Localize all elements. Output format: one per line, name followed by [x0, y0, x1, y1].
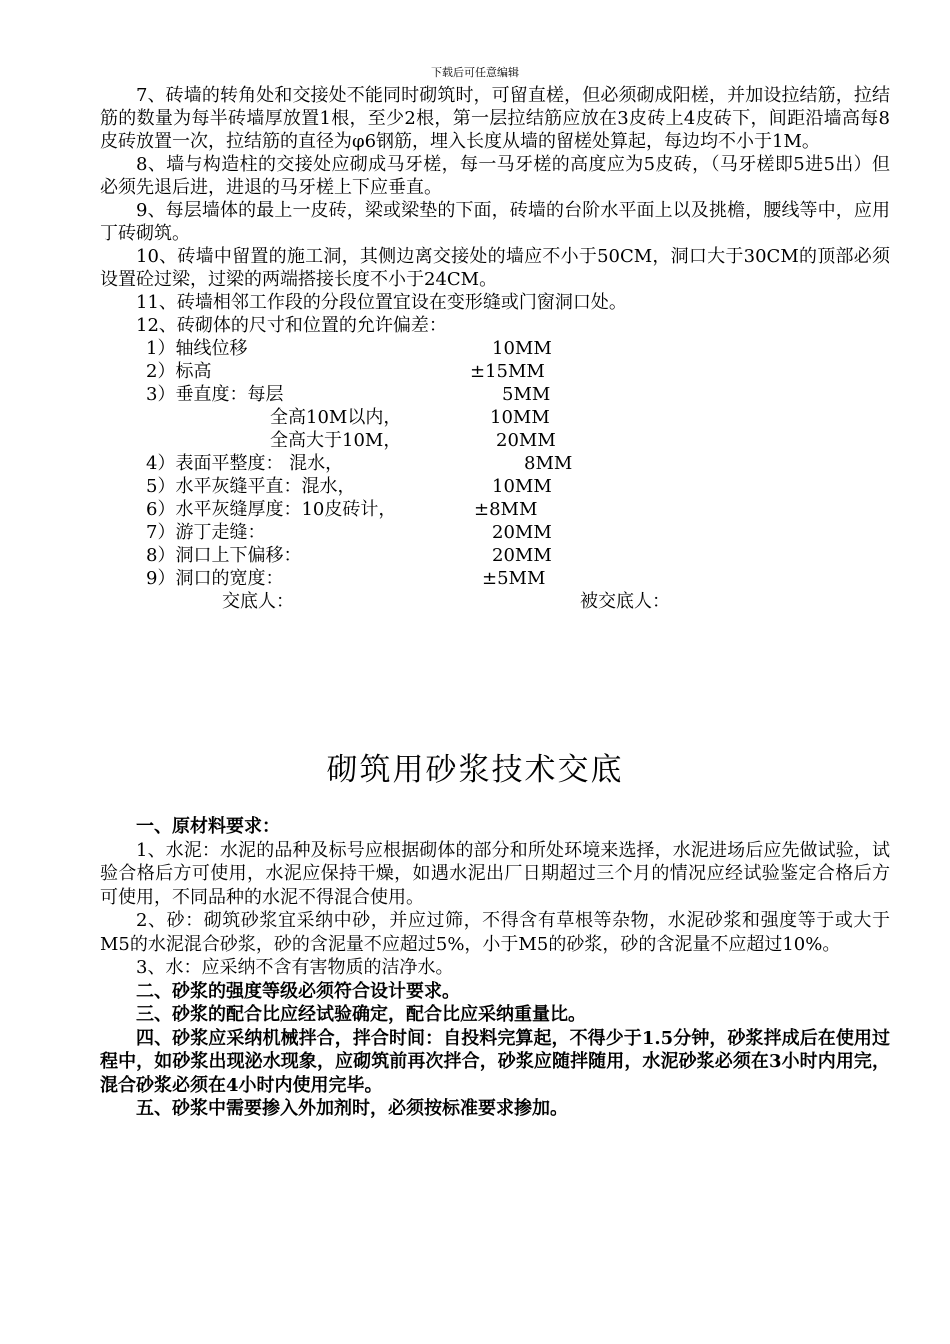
tolerance-row: [100, 406, 890, 429]
tolerance-value: 10MM: [492, 476, 552, 497]
tolerance-value: 20MM: [492, 545, 552, 566]
heading-strength: 二、砂浆的强度等级必须符合设计要求。: [136, 980, 460, 1002]
clause-12: 12、砖砌体的尺寸和位置的允许偏差：: [136, 315, 447, 336]
tolerance-row: [100, 337, 890, 360]
tolerance-label: 1）轴线位移: [146, 338, 248, 359]
masonry-requirements-section: [100, 84, 890, 613]
tolerance-value: ±5MM: [482, 568, 546, 589]
tolerance-label: 9）洞口的宽度：: [146, 568, 284, 589]
heading-mix-ratio: 三、砂浆的配合比应经试验确定，配合比应采纳重量比。: [136, 1004, 586, 1025]
receiver-signature-label: 被交底人：: [580, 591, 670, 612]
clause-8: 8、墙与构造柱的交接处应砌成马牙槎，每一马牙槎的高度应为5皮砖，（马牙槎即5进5出）但必须先退后进，进退的马牙槎上下应垂直。: [100, 154, 890, 198]
clause-10: 10、砖墙中留置的施工洞，其侧边离交接处的墙应不小于50CM，洞口大于30CM的顶部必须设置砼过梁，过梁的两端搭接长度不小于24CM。: [100, 246, 890, 290]
tolerance-row: [100, 475, 890, 498]
tolerance-list: [100, 337, 890, 590]
tolerance-value: 10MM: [490, 407, 550, 428]
tolerance-row: [100, 567, 890, 590]
header-note: 下载后可任意编辑: [431, 66, 519, 79]
tolerance-label: 7）游丁走缝：: [146, 522, 266, 543]
paragraph-sand: 2、砂：砌筑砂浆宜采纳中砂，并应过筛，不得含有草根等杂物，水泥砂浆和强度等于或大于M5的水泥混合砂浆，砂的含泥量不应超过5%，小于M5的砂浆，砂的含泥量不应超过10%。: [100, 910, 890, 955]
tolerance-value: ±8MM: [474, 499, 538, 520]
tolerance-row: [100, 360, 890, 383]
tolerance-value: 20MM: [496, 430, 556, 451]
document-title: 砌筑用砂浆技术交底: [326, 752, 624, 788]
signature-line: [100, 590, 890, 613]
tolerance-label: 6）水平灰缝厚度：10皮砖计，: [146, 499, 397, 520]
heading-raw-materials: 一、原材料要求：: [136, 816, 280, 837]
tolerance-row: [100, 452, 890, 475]
giver-signature-label: 交底人：: [222, 591, 294, 612]
paragraph-cement: 1、水泥：水泥的品种及标号应根据砌体的部分和所处环境来选择，水泥进场后应先做试验，试验合格后方可使用，水泥应保持干燥，如遇水泥出厂日期超过三个月的情况应经试验鉴定合格后方可使用，不同品种的水泥不得混合使用。: [100, 839, 890, 908]
tolerance-value: 8MM: [524, 453, 573, 474]
tolerance-label: 3）垂直度：每层: [146, 384, 284, 405]
heading-mixing: 四、砂浆应采纳机械拌合，拌合时间：自投料完算起，不得少于1.5分钟，砂浆拌成后在使用过程中，如砂浆出现泌水现象，应砌筑前再次拌合，砂浆应随拌随用，水泥砂浆必须在3小时内用完，混合砂浆必须在4小时内使用完毕。: [100, 1027, 890, 1096]
tolerance-value: ±15MM: [470, 361, 545, 382]
clause-11: 11、砖墙相邻工作段的分段位置宜设在变形缝或门窗洞口处。: [136, 292, 627, 313]
tolerance-row: [100, 498, 890, 521]
mortar-disclosure-section: [100, 815, 890, 1121]
tolerance-row: [100, 544, 890, 567]
tolerance-value: 10MM: [492, 338, 552, 359]
paragraph-water: 3、水：应采纳不含有害物质的洁净水。: [136, 957, 454, 978]
clause-9: 9、每层墙体的最上一皮砖，梁或梁垫的下面，砖墙的台阶水平面上以及挑檐，腰线等中，应用丁砖砌筑。: [100, 200, 890, 244]
clause-7: 7、砖墙的转角处和交接处不能同时砌筑时，可留直槎，但必须砌成阳槎，并加设拉结筋，拉结筋的数量为每半砖墙厚放置1根，至少2根，第一层拉结筋应放在3皮砖上4皮砖下，间距沿墙高每8皮砖放置一次，拉结筋的直径为φ6钢筋，埋入长度从墙的留槎处算起，每边均不小于1M。: [100, 85, 890, 152]
tolerance-label: 8）洞口上下偏移：: [146, 545, 302, 566]
tolerance-value: 5MM: [502, 384, 551, 405]
tolerance-row: [100, 383, 890, 406]
tolerance-value: 20MM: [492, 522, 552, 543]
tolerance-label: 4）表面平整度： 混水，: [146, 453, 344, 474]
tolerance-label: 全高10M以内，: [270, 407, 402, 428]
tolerance-label: 全高大于10M，: [270, 430, 402, 451]
tolerance-row: [100, 521, 890, 544]
tolerance-label: 2）标高: [146, 361, 212, 382]
tolerance-row: [100, 429, 890, 452]
heading-admixture: 五、砂浆中需要掺入外加剂时，必须按标准要求掺加。: [136, 1098, 568, 1119]
tolerance-label: 5）水平灰缝平直：混水，: [146, 476, 356, 497]
